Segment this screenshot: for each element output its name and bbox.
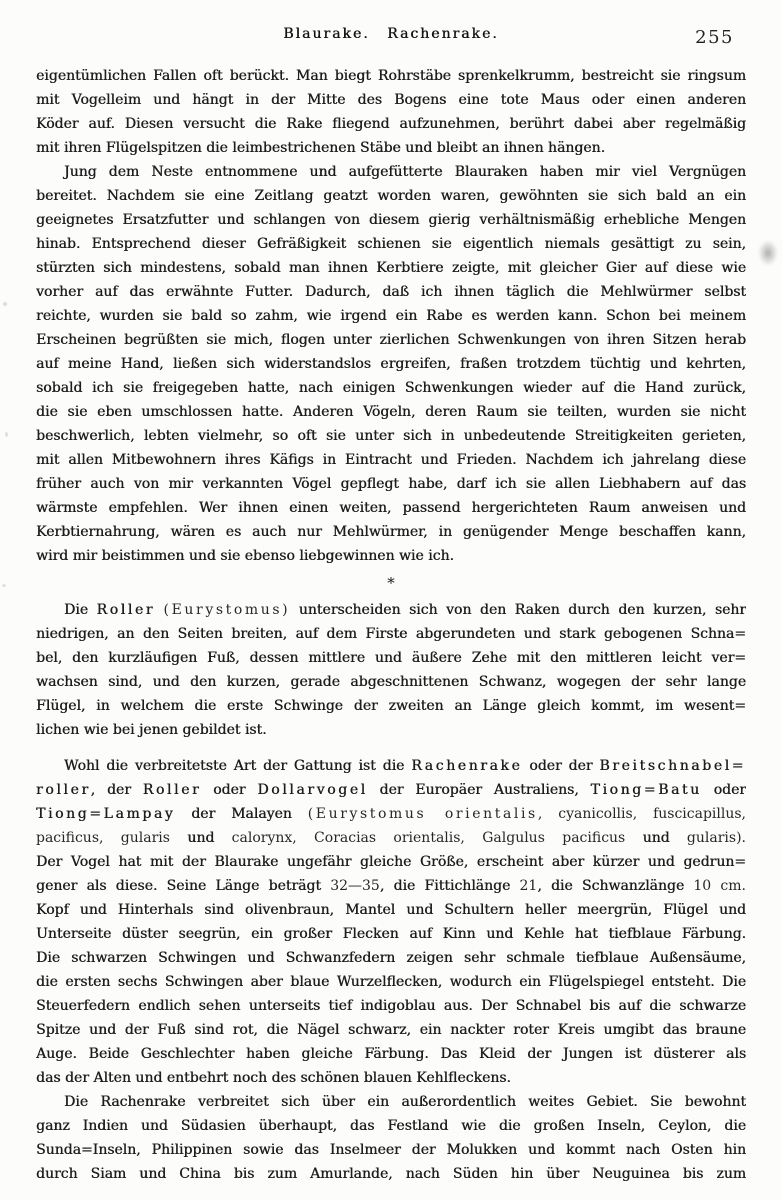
text-line <box>36 376 746 400</box>
body-text: bereitet. Nachdem sie eine Zeitlang geatzt worden waren, gewöhnten sie sich bald an ein <box>36 188 746 204</box>
body-text: sobald ich sie freigegeben hatte, nach einigen Schwenkungen wieder auf die Hand zurück, <box>36 380 746 396</box>
body-text: Kopf und Hinterhals sind olivenbraun, Mantel und Schultern heller meergrün, Flügel und <box>36 902 746 918</box>
body-text: die sie eben umschlossen hatte. Anderen Vögeln, deren Raum sie teilten, wurden sie nicht <box>36 404 746 420</box>
text-line <box>36 496 746 520</box>
text-line <box>36 622 746 646</box>
page-body <box>36 64 746 1186</box>
body-text: Kerbtiernahrung, wären es auch nur Mehlwürmer, in genügender Menge beschaffen kann, <box>36 524 746 540</box>
paragraph <box>36 1090 746 1186</box>
text-line <box>36 328 746 352</box>
text-line <box>36 1066 746 1090</box>
body-text <box>155 602 164 618</box>
body-text: niedrigen, an den Seiten breiten, auf dem Firste abgerundeten und stark gebogenen Schna= <box>36 626 746 642</box>
text-line <box>36 352 746 376</box>
text-line <box>36 256 746 280</box>
text-line <box>36 694 746 718</box>
scan-speck <box>5 432 8 437</box>
page-content <box>36 26 746 1186</box>
body-text: wärmste empfehlen. Wer ihnen einen weiten, passend hergerichteten Raum anweisen und <box>36 500 746 516</box>
body-text: Steuerfedern endlich sehen unterseits tief indigoblau aus. Der Schnabel bis auf die schwarze <box>36 998 746 1014</box>
text-line <box>36 424 746 448</box>
body-text: Wohl die verbreitetste Art der Gattung ist die <box>64 758 412 774</box>
body-text: Unterseite düster seegrün, ein großer Flecken auf Kinn und Kehle hat tiefblaue Färbung. <box>36 926 746 942</box>
body-text: eigentümlichen Fallen oft berückt. Man biegt Rohrstäbe sprenkelkrumm, bestreicht sie ringsum <box>36 68 746 84</box>
text-line <box>36 112 746 136</box>
text-line <box>36 1114 746 1138</box>
body-text: Sunda=Inseln, Philippinen sowie das Inselmeer der Molukken und kommt nach Osten hin <box>36 1142 746 1158</box>
body-text: das der Alten und entbehrt noch des schönen blauen Kehlfleckens. <box>36 1070 511 1086</box>
body-text: ganz Indien und Südasien überhaupt, das Festland wie die großen Inseln, Ceylon, die <box>36 1118 746 1134</box>
emphasized-text: Rachenrake <box>411 758 523 774</box>
body-text: der Europäer Australiens, <box>367 782 591 798</box>
body-text: Die Rachenrake verbreitet sich über ein außerordentlich weites Gebiet. Sie bewohnt <box>64 1094 746 1110</box>
emphasized-text: (Eurystomus orientalis <box>307 806 538 822</box>
text-line <box>36 160 746 184</box>
body-text: durch Siam und China bis zum Amurlande, nach Süden hin über Neuguinea bis zum <box>36 1166 746 1182</box>
text-line <box>36 88 746 112</box>
text-line <box>36 802 746 826</box>
text-line <box>36 970 746 994</box>
emphasized-text: (Eurystomus) <box>163 602 291 618</box>
text-line <box>36 520 746 544</box>
emphasized-text: 21 <box>519 878 538 894</box>
emphasized-text: roller <box>36 782 91 798</box>
body-text: Köder auf. Diesen versucht die Rake fliegend aufzunehmen, berührt dabei aber regelmäßig <box>36 116 746 132</box>
text-line <box>36 754 746 778</box>
text-line <box>36 922 746 946</box>
body-text: Die schwarzen Schwingen und Schwanzfedern zeigen sehr schmale tiefblaue Außensäume, <box>36 950 746 966</box>
text-line <box>36 946 746 970</box>
text-line <box>36 1018 746 1042</box>
body-text: gener als diese. Seine Länge beträgt <box>36 878 331 894</box>
body-text: vorher auf das erwähnte Futter. Dadurch, daß ich ihnen täglich die Mehlwürmer selbst <box>36 284 746 300</box>
emphasized-text: Tiong=Lampay <box>36 806 176 822</box>
body-text: stürzten sich mindestens, sobald man ihnen Kerbtiere zeigte, mit gleicher Gier auf diese wie <box>36 260 746 276</box>
text-line <box>36 718 746 742</box>
text-line <box>36 994 746 1018</box>
body-text: , der <box>90 782 143 798</box>
text-line <box>36 472 746 496</box>
body-text: Auge. Beide Geschlechter haben gleiche Färbung. Das Kleid der Jungen ist düsterer als <box>36 1046 746 1062</box>
text-line <box>36 304 746 328</box>
body-text: Jung dem Neste entnommene und aufgefütterte Blauraken haben mir viel Vergnügen <box>64 164 746 180</box>
emphasized-text: 32—35 <box>330 878 380 894</box>
emphasized-text: 10 cm. <box>693 878 746 894</box>
body-text: hinab. Entsprechend dieser Gefräßigkeit schienen sie eigentlich niemals gesättigt zu sein, <box>36 236 746 252</box>
body-text: oder der <box>522 758 600 774</box>
body-text: wird mir beistimmen und sie ebenso liebgewinnen wie ich. <box>36 548 454 564</box>
text-line <box>36 1138 746 1162</box>
text-line <box>36 280 746 304</box>
paragraph <box>36 64 746 160</box>
running-head-title: Blaurake. Rachenrake. <box>283 26 499 42</box>
text-line <box>36 400 746 424</box>
text-line <box>36 1162 746 1186</box>
body-text: Erscheinen begrüßten sie mich, flogen unter zierlichen Schwenkungen von ihren Sitzen herab <box>36 332 746 348</box>
body-text: die ersten sechs Schwingen aber blaue Wurzelflecken, wodurch ein Flügelspiegel entsteht. Die <box>36 974 746 990</box>
body-text: Spitze und der Fuß sind rot, die Nägel schwarz, ein nackter roter Kreis umgibt das braune <box>36 1022 746 1038</box>
emphasized-text: pacificus, gularis <box>36 830 170 846</box>
body-text: , die Schwanzlänge <box>537 878 694 894</box>
scan-smudge <box>758 240 778 266</box>
body-text: lichen wie bei jenen gebildet ist. <box>36 722 267 738</box>
body-text: oder <box>701 782 746 798</box>
text-line <box>36 898 746 922</box>
text-line <box>36 64 746 88</box>
text-line <box>36 850 746 874</box>
emphasized-text: Roller <box>142 782 202 798</box>
separator-asterisk: * <box>387 574 395 592</box>
text-line <box>36 598 746 622</box>
emphasized-text: Breitschnabel= <box>599 758 746 774</box>
body-text: früher auch von mir verkannten Vögel gepflegt habe, darf ich sie allen Liebhabern auf das <box>36 476 746 492</box>
emphasized-text: calorynx, Coracias orientalis, Galgulus pacificus <box>231 830 626 846</box>
body-text: geeignetes Ersatzfutter und schlangen von diesem gierig verhältnismäßig erhebliche Mengen <box>36 212 746 228</box>
emphasized-text: gularis). <box>686 830 746 846</box>
text-line <box>36 826 746 850</box>
text-line <box>36 136 746 160</box>
text-line <box>36 874 746 898</box>
emphasized-text: Dollarvogel <box>257 782 368 798</box>
text-line <box>36 670 746 694</box>
body-text: beschwerlich, lebten vielmehr, so oft sie unter sich in unbedeutende Streitigkeiten gerieten, <box>36 428 746 444</box>
emphasized-text: Roller <box>96 602 156 618</box>
page-number: 255 <box>695 27 734 48</box>
body-text: unterscheiden sich von den Raken durch den kurzen, sehr <box>290 602 746 618</box>
paragraph <box>36 160 746 568</box>
paragraph <box>36 598 746 742</box>
scan-speck <box>3 302 7 306</box>
body-text: mit allen Mitbewohnern ihres Käfigs in Eintracht und Frieden. Nachdem ich jahrelang diese <box>36 452 746 468</box>
body-text: und <box>625 830 687 846</box>
body-text: Die <box>64 602 97 618</box>
body-text: , die Fittichlänge <box>379 878 520 894</box>
body-text: auf meine Hand, ließen sich widerstandslos ergreifen, fraßen trotzdem tüchtig und kehrten, <box>36 356 746 372</box>
text-line <box>36 646 746 670</box>
text-line <box>36 184 746 208</box>
paragraph <box>36 754 746 1090</box>
text-line <box>36 208 746 232</box>
body-text: mit ihren Flügelspitzen die leimbestrichenen Stäbe und bleibt an ihnen hängen. <box>36 140 606 156</box>
text-line <box>36 1042 746 1066</box>
emphasized-text: , cyanicollis, fuscicapillus, <box>537 806 746 822</box>
scan-speck <box>2 584 6 587</box>
body-text: reichte, wurden sie bald so zahm, wie irgend ein Rabe es werden kann. Schon bei meinem <box>36 308 746 324</box>
text-line <box>36 232 746 256</box>
body-text: oder <box>201 782 258 798</box>
page-header <box>36 26 746 52</box>
body-text: und <box>169 830 232 846</box>
body-text: wachsen sind, und den kurzen, gerade abgeschnittenen Schwanz, wogegen der sehr lange <box>36 674 746 690</box>
body-text: der Malayen <box>175 806 308 822</box>
body-text: Flügel, in welchem die erste Schwinge der zweiten an Länge gleich kommt, im wesent= <box>36 698 746 714</box>
body-text: mit Vogelleim und hängt in der Mitte des Bogens eine tote Maus oder einen anderen <box>36 92 746 108</box>
text-line <box>36 448 746 472</box>
text-line <box>36 778 746 802</box>
emphasized-text: Tiong=Batu <box>590 782 702 798</box>
text-line <box>36 544 746 568</box>
body-text: Der Vogel hat mit der Blaurake ungefähr gleiche Größe, erscheint aber kürzer und gedrun= <box>36 854 746 870</box>
body-text: bel, den kurzläufigen Fuß, dessen mittlere und äußere Zehe mit den mittleren leicht ver= <box>36 650 746 666</box>
text-line <box>36 1090 746 1114</box>
